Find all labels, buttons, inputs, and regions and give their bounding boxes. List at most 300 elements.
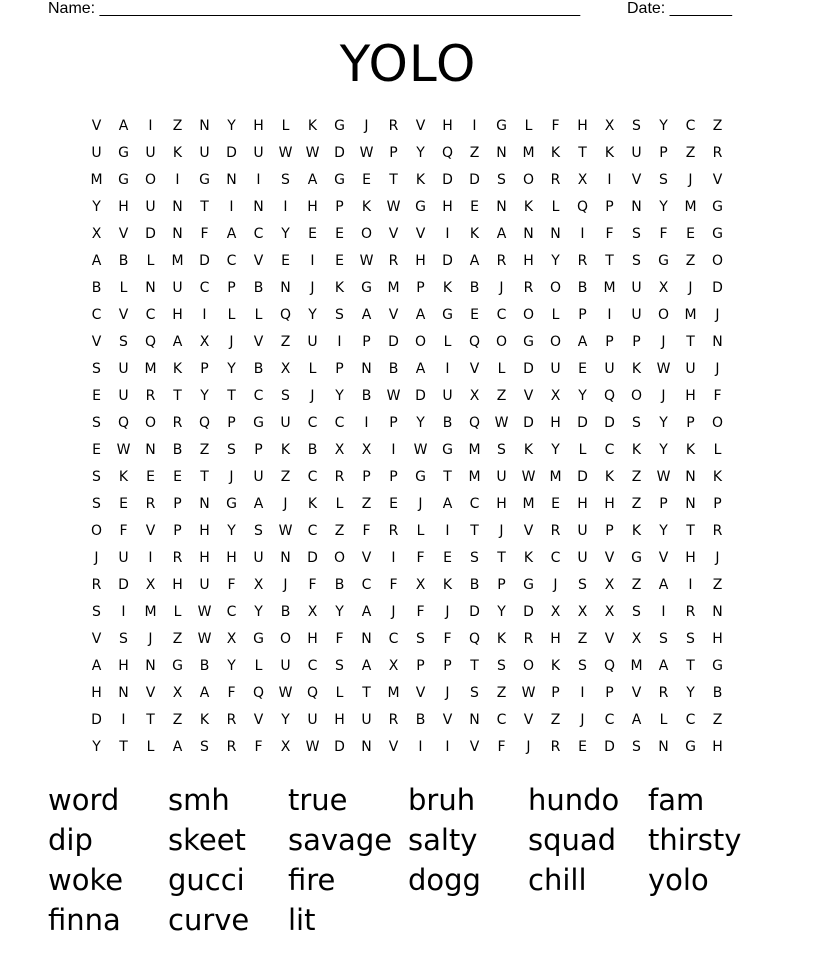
grid-letter: Z	[712, 577, 723, 593]
grid-letter: P	[605, 199, 614, 215]
grid-letter: A	[361, 307, 372, 323]
grid-letter: K	[415, 172, 426, 188]
grid-letter: W	[359, 253, 374, 269]
grid-letter: Q	[252, 685, 265, 701]
grid-letter: K	[280, 442, 291, 458]
grid-letter: X	[604, 577, 615, 593]
grid-letter: E	[578, 739, 587, 755]
grid-letter: D	[442, 253, 453, 269]
grid-letter: K	[523, 550, 534, 566]
word-bank-item: savage	[288, 823, 393, 857]
grid-letter: P	[605, 685, 614, 701]
grid-letter: Q	[603, 658, 616, 674]
grid-letter: K	[631, 361, 642, 377]
grid-letter: V	[145, 523, 156, 539]
grid-letter: K	[334, 280, 345, 296]
grid-letter: J	[553, 577, 558, 593]
grid-letter: X	[172, 685, 183, 701]
grid-letter: T	[686, 523, 695, 539]
grid-letter: P	[173, 496, 182, 512]
grid-letter: I	[445, 523, 450, 539]
grid-letter: B	[334, 577, 345, 593]
grid-letter: J	[715, 361, 720, 377]
grid-letter: G	[415, 199, 426, 215]
grid-letter: W	[305, 145, 320, 161]
grid-letter: H	[496, 496, 507, 512]
grid-letter: A	[361, 604, 372, 620]
word-bank-item: dip	[48, 823, 93, 857]
grid-letter: F	[605, 226, 614, 242]
grid-letter: N	[712, 604, 723, 620]
grid-letter: N	[712, 334, 723, 350]
grid-letter: D	[226, 145, 237, 161]
grid-letter: H	[307, 199, 318, 215]
grid-letter: F	[416, 604, 425, 620]
grid-row	[83, 113, 731, 140]
grid-letter: A	[658, 658, 669, 674]
grid-letter: S	[686, 631, 695, 647]
word-bank-item: woke	[48, 863, 124, 897]
grid-letter: N	[685, 496, 696, 512]
grid-letter: K	[199, 712, 210, 728]
grid-letter: E	[551, 496, 560, 512]
grid-letter: V	[604, 550, 615, 566]
grid-letter: E	[308, 226, 317, 242]
grid-row	[83, 545, 731, 572]
grid-letter: M	[387, 685, 400, 701]
grid-letter: F	[335, 631, 344, 647]
grid-letter: P	[497, 577, 506, 593]
grid-letter: G	[253, 631, 264, 647]
grid-letter: B	[712, 685, 723, 701]
grid-letter: Z	[280, 334, 291, 350]
grid-letter: I	[445, 226, 450, 242]
grid-letter: D	[199, 253, 210, 269]
grid-letter: B	[415, 712, 426, 728]
grid-letter: D	[577, 469, 588, 485]
grid-letter: S	[92, 469, 101, 485]
grid-letter: V	[604, 631, 615, 647]
grid-letter: V	[415, 685, 426, 701]
grid-letter: H	[523, 253, 534, 269]
grid-letter: C	[388, 631, 399, 647]
grid-letter: O	[90, 523, 103, 539]
grid-letter: F	[389, 577, 398, 593]
grid-letter: U	[172, 280, 183, 296]
grid-letter: H	[91, 685, 102, 701]
grid-letter: L	[713, 442, 722, 458]
grid-letter: X	[307, 604, 318, 620]
grid-letter: G	[334, 118, 345, 134]
grid-letter: J	[364, 118, 369, 134]
grid-letter: G	[496, 118, 507, 134]
grid-letter: G	[172, 658, 183, 674]
grid-letter: Y	[659, 118, 668, 134]
grid-letter: V	[388, 226, 399, 242]
grid-letter: N	[199, 118, 210, 134]
grid-letter: C	[604, 442, 615, 458]
grid-letter: P	[227, 280, 236, 296]
grid-letter: B	[199, 658, 210, 674]
grid-letter: D	[442, 172, 453, 188]
grid-letter: O	[144, 415, 157, 431]
grid-letter: V	[415, 226, 426, 242]
grid-letter: Y	[92, 739, 101, 755]
grid-letter: H	[415, 253, 426, 269]
grid-letter: R	[388, 523, 399, 539]
grid-letter: C	[226, 253, 237, 269]
grid-letter: P	[686, 415, 695, 431]
grid-letter: M	[684, 199, 697, 215]
grid-letter: R	[523, 631, 534, 647]
grid-letter: V	[388, 739, 399, 755]
grid-letter: L	[659, 712, 668, 728]
word-bank-item: finna	[48, 903, 121, 937]
grid-letter: R	[226, 739, 237, 755]
grid-letter: C	[91, 307, 102, 323]
grid-row	[83, 518, 731, 545]
grid-letter: Z	[199, 442, 210, 458]
grid-row	[83, 329, 731, 356]
grid-letter: W	[386, 388, 401, 404]
grid-letter: U	[577, 550, 588, 566]
grid-letter: D	[604, 739, 615, 755]
grid-letter: V	[442, 712, 453, 728]
grid-letter: W	[278, 523, 293, 539]
grid-letter: I	[121, 712, 126, 728]
grid-letter: O	[360, 226, 373, 242]
grid-letter: S	[497, 658, 506, 674]
grid-letter: H	[712, 739, 723, 755]
name-field-label[interactable]: Name: ______________________________________________________	[48, 0, 581, 17]
grid-letter: V	[415, 118, 426, 134]
grid-letter: E	[146, 469, 155, 485]
grid-letter: L	[227, 307, 236, 323]
grid-letter: S	[281, 388, 290, 404]
grid-letter: L	[443, 334, 452, 350]
grid-letter: T	[389, 172, 398, 188]
grid-letter: H	[685, 550, 696, 566]
grid-letter: M	[387, 280, 400, 296]
grid-letter: Y	[335, 388, 344, 404]
grid-letter: Z	[712, 712, 723, 728]
grid-letter: W	[521, 469, 536, 485]
grid-letter: W	[521, 685, 536, 701]
grid-letter: J	[688, 172, 693, 188]
grid-letter: U	[91, 145, 102, 161]
grid-letter: U	[577, 523, 588, 539]
word-bank-item: lit	[288, 903, 316, 937]
grid-letter: U	[118, 361, 129, 377]
grid-letter: P	[389, 145, 398, 161]
grid-letter: T	[578, 145, 587, 161]
grid-letter: B	[91, 280, 102, 296]
grid-letter: H	[685, 388, 696, 404]
grid-letter: W	[494, 415, 509, 431]
grid-letter: E	[362, 172, 371, 188]
grid-letter: I	[256, 172, 261, 188]
grid-letter: M	[144, 361, 157, 377]
grid-letter: Z	[172, 712, 183, 728]
grid-letter: I	[580, 226, 585, 242]
grid-letter: U	[604, 361, 615, 377]
grid-letter: U	[118, 388, 129, 404]
grid-letter: Y	[659, 199, 668, 215]
grid-letter: Q	[468, 631, 481, 647]
grid-letter: X	[550, 604, 561, 620]
grid-letter: S	[281, 172, 290, 188]
grid-letter: G	[415, 469, 426, 485]
grid-letter: E	[119, 496, 128, 512]
grid-letter: Y	[281, 712, 290, 728]
grid-letter: X	[658, 280, 669, 296]
grid-letter: U	[253, 469, 264, 485]
grid-letter: J	[580, 712, 585, 728]
grid-letter: V	[253, 334, 264, 350]
grid-letter: M	[684, 307, 697, 323]
grid-letter: C	[307, 523, 318, 539]
grid-letter: P	[335, 199, 344, 215]
grid-letter: V	[658, 550, 669, 566]
grid-letter: A	[361, 658, 372, 674]
grid-letter: J	[499, 523, 504, 539]
grid-letter: M	[522, 496, 535, 512]
grid-letter: I	[202, 307, 207, 323]
grid-letter: X	[226, 631, 237, 647]
grid-letter: X	[361, 442, 372, 458]
grid-letter: W	[656, 361, 671, 377]
grid-letter: G	[442, 442, 453, 458]
grid-letter: O	[144, 172, 157, 188]
grid-letter: G	[253, 415, 264, 431]
grid-letter: K	[604, 145, 615, 161]
grid-letter: L	[416, 523, 425, 539]
grid-letter: Q	[603, 388, 616, 404]
grid-letter: V	[523, 523, 534, 539]
grid-letter: A	[415, 361, 426, 377]
grid-letter: G	[361, 280, 372, 296]
grid-letter: O	[711, 415, 724, 431]
grid-letter: G	[226, 496, 237, 512]
grid-letter: D	[334, 739, 345, 755]
grid-letter: X	[280, 739, 291, 755]
grid-letter: T	[686, 334, 695, 350]
grid-letter: K	[631, 442, 642, 458]
grid-letter: G	[118, 172, 129, 188]
grid-letter: P	[632, 334, 641, 350]
grid-letter: W	[656, 469, 671, 485]
grid-letter: T	[470, 658, 479, 674]
grid-letter: Y	[335, 604, 344, 620]
grid-letter: Y	[308, 307, 317, 323]
grid-letter: Z	[685, 253, 696, 269]
grid-letter: H	[577, 118, 588, 134]
word-bank-item: gucci	[168, 863, 245, 897]
grid-letter: S	[578, 658, 587, 674]
grid-letter: B	[442, 415, 453, 431]
grid-letter: K	[550, 145, 561, 161]
grid-letter: J	[715, 550, 720, 566]
grid-letter: O	[657, 307, 670, 323]
grid-letter: L	[497, 361, 506, 377]
grid-letter: H	[442, 199, 453, 215]
grid-letter: H	[442, 118, 453, 134]
grid-letter: T	[686, 658, 695, 674]
grid-letter: E	[389, 496, 398, 512]
letter-grid	[83, 113, 731, 761]
grid-letter: R	[523, 280, 534, 296]
grid-letter: E	[92, 442, 101, 458]
grid-letter: A	[631, 712, 642, 728]
grid-letter: S	[335, 307, 344, 323]
grid-letter: G	[334, 172, 345, 188]
grid-letter: P	[200, 361, 209, 377]
grid-letter: D	[469, 604, 480, 620]
grid-letter: R	[145, 496, 156, 512]
grid-letter: N	[496, 199, 507, 215]
grid-letter: Y	[227, 118, 236, 134]
grid-letter: R	[145, 388, 156, 404]
grid-letter: U	[685, 361, 696, 377]
grid-letter: K	[631, 523, 642, 539]
grid-letter: O	[549, 334, 562, 350]
grid-letter: V	[523, 712, 534, 728]
grid-letter: G	[199, 172, 210, 188]
grid-letter: U	[307, 334, 318, 350]
grid-letter: N	[280, 280, 291, 296]
grid-letter: G	[523, 577, 534, 593]
grid-letter: C	[307, 658, 318, 674]
grid-letter: Y	[416, 145, 425, 161]
grid-letter: J	[499, 280, 504, 296]
grid-letter: S	[497, 172, 506, 188]
grid-letter: S	[632, 415, 641, 431]
grid-letter: K	[550, 658, 561, 674]
grid-letter: V	[91, 631, 102, 647]
grid-letter: U	[442, 388, 453, 404]
grid-letter: I	[148, 550, 153, 566]
grid-letter: J	[148, 631, 153, 647]
grid-letter: Z	[496, 388, 507, 404]
grid-letter: N	[658, 739, 669, 755]
grid-letter: N	[496, 145, 507, 161]
grid-letter: S	[632, 739, 641, 755]
grid-letter: Q	[576, 199, 589, 215]
grid-letter: R	[496, 253, 507, 269]
grid-letter: U	[118, 550, 129, 566]
grid-letter: C	[307, 469, 318, 485]
grid-letter: B	[280, 604, 291, 620]
grid-letter: H	[199, 523, 210, 539]
grid-letter: I	[121, 604, 126, 620]
grid-letter: N	[118, 685, 129, 701]
grid-letter: X	[280, 361, 291, 377]
grid-letter: H	[577, 496, 588, 512]
grid-letter: P	[416, 658, 425, 674]
grid-letter: D	[415, 388, 426, 404]
grid-letter: H	[712, 631, 723, 647]
grid-letter: J	[688, 280, 693, 296]
grid-letter: W	[278, 685, 293, 701]
grid-letter: U	[253, 145, 264, 161]
grid-letter: M	[144, 604, 157, 620]
word-bank-item: hundo	[528, 783, 620, 817]
grid-letter: U	[307, 712, 318, 728]
grid-letter: K	[496, 631, 507, 647]
grid-row	[83, 248, 731, 275]
grid-letter: C	[199, 280, 210, 296]
grid-letter: X	[550, 388, 561, 404]
grid-letter: C	[685, 712, 696, 728]
grid-letter: J	[445, 604, 450, 620]
grid-letter: B	[253, 361, 264, 377]
grid-letter: J	[229, 469, 234, 485]
word-bank-item: salty	[408, 823, 478, 857]
grid-letter: Z	[172, 631, 183, 647]
grid-letter: K	[442, 577, 453, 593]
date-field-label[interactable]: Date: _______	[627, 0, 732, 17]
grid-letter: B	[469, 577, 480, 593]
grid-letter: O	[495, 334, 508, 350]
grid-letter: J	[445, 685, 450, 701]
grid-letter: V	[118, 307, 129, 323]
grid-letter: H	[550, 415, 561, 431]
grid-letter: O	[522, 307, 535, 323]
grid-letter: Q	[198, 415, 211, 431]
grid-letter: Y	[254, 604, 263, 620]
grid-letter: G	[658, 253, 669, 269]
grid-letter: S	[632, 226, 641, 242]
grid-letter: S	[227, 442, 236, 458]
grid-letter: J	[391, 604, 396, 620]
grid-letter: A	[118, 118, 129, 134]
grid-row	[83, 626, 731, 653]
grid-letter: K	[469, 226, 480, 242]
grid-letter: Y	[92, 199, 101, 215]
grid-letter: V	[388, 307, 399, 323]
grid-letter: S	[497, 442, 506, 458]
grid-letter: T	[200, 199, 209, 215]
grid-letter: I	[391, 442, 396, 458]
grid-letter: B	[172, 442, 183, 458]
grid-letter: R	[712, 523, 723, 539]
grid-row	[83, 572, 731, 599]
grid-letter: T	[497, 550, 506, 566]
grid-letter: H	[253, 118, 264, 134]
grid-letter: V	[253, 253, 264, 269]
grid-letter: Z	[577, 631, 588, 647]
grid-letter: T	[119, 739, 128, 755]
grid-letter: H	[199, 550, 210, 566]
grid-letter: K	[307, 118, 318, 134]
grid-letter: R	[550, 523, 561, 539]
grid-letter: E	[470, 307, 479, 323]
grid-letter: U	[631, 280, 642, 296]
grid-letter: L	[524, 118, 533, 134]
grid-letter: P	[389, 469, 398, 485]
grid-letter: N	[361, 739, 372, 755]
grid-letter: G	[712, 226, 723, 242]
grid-letter: D	[577, 415, 588, 431]
grid-letter: D	[91, 712, 102, 728]
grid-letter: J	[661, 334, 666, 350]
grid-row	[83, 599, 731, 626]
grid-letter: Z	[631, 496, 642, 512]
grid-letter: Q	[306, 685, 319, 701]
grid-letter: B	[118, 253, 129, 269]
grid-letter: X	[604, 604, 615, 620]
grid-letter: S	[92, 361, 101, 377]
